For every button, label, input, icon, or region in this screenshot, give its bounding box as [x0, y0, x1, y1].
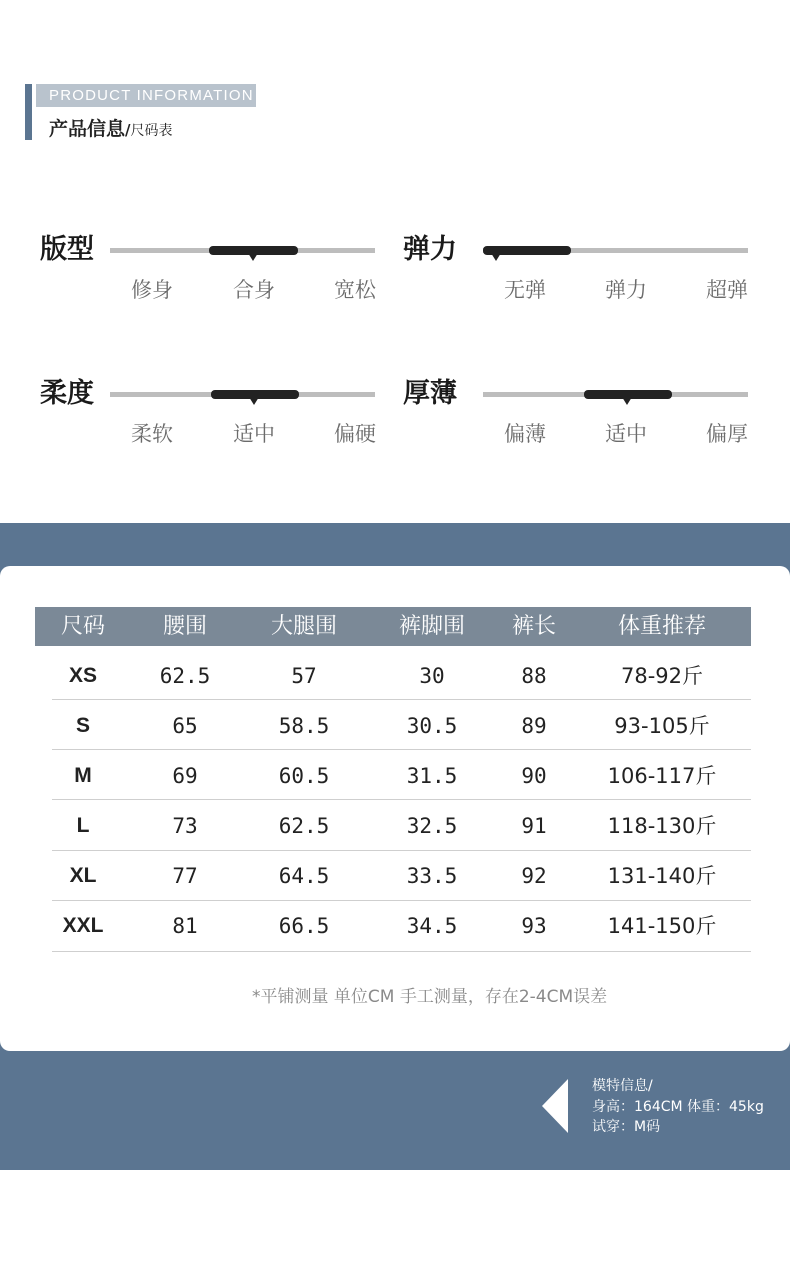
feature-pointer	[248, 253, 258, 261]
header-size: 尺码	[60, 614, 105, 639]
cell-size: L	[76, 814, 90, 837]
feature-option: 合身	[233, 278, 275, 302]
cell-weight: 78-92斤	[620, 664, 704, 688]
cell-thigh: 60.5	[278, 764, 330, 788]
feature-option: 弹力	[605, 278, 647, 302]
cell-hem: 30.5	[406, 714, 458, 738]
feature-label: 弹力	[403, 234, 457, 265]
model-info-fit: 试穿：M码	[592, 1119, 661, 1135]
feature-option: 适中	[233, 422, 275, 446]
cell-length: 90	[521, 764, 547, 788]
feature-label: 厚薄	[403, 378, 457, 409]
cell-length: 91	[521, 814, 547, 838]
cell-waist: 73	[172, 814, 198, 838]
cell-hem: 33.5	[406, 864, 458, 888]
model-info-title: 模特信息/	[592, 1078, 653, 1094]
cell-size: M	[74, 764, 92, 787]
cell-size: XS	[68, 664, 97, 687]
cell-waist: 62.5	[159, 664, 211, 688]
cell-hem: 30	[419, 664, 445, 688]
cell-thigh: 66.5	[278, 914, 330, 938]
cell-weight: 93-105斤	[614, 714, 710, 738]
header-cn-title	[49, 115, 173, 145]
header-waist: 腰围	[162, 614, 207, 639]
cell-length: 88	[521, 664, 547, 688]
feature-option: 偏厚	[706, 422, 748, 446]
header-en-title: PRODUCT INFORMATION	[36, 84, 256, 107]
header-length: 裤长	[511, 614, 556, 639]
cell-length: 93	[521, 914, 547, 938]
feature-pointer	[249, 397, 259, 405]
row-divider	[52, 749, 751, 750]
size-table-header	[35, 607, 751, 646]
cell-thigh: 62.5	[278, 814, 330, 838]
feature-option: 无弹	[504, 278, 546, 302]
cell-waist: 69	[172, 764, 198, 788]
cell-hem: 31.5	[406, 764, 458, 788]
header-accent-bar	[25, 84, 32, 140]
cell-thigh: 64.5	[278, 864, 330, 888]
feature-option: 柔软	[131, 422, 173, 446]
feature-option: 适中	[605, 422, 647, 446]
feature-pointer	[491, 253, 501, 261]
cell-weight: 118-130斤	[607, 814, 717, 838]
feature-pointer	[622, 397, 632, 405]
cell-weight: 106-117斤	[607, 764, 717, 788]
feature-label: 版型	[40, 234, 94, 265]
cell-waist: 81	[172, 914, 198, 938]
cell-hem: 32.5	[406, 814, 458, 838]
header-separator: /	[125, 121, 131, 139]
cell-size: S	[75, 714, 90, 737]
row-divider	[52, 799, 751, 800]
cell-size: XXL	[62, 914, 104, 937]
cell-thigh: 58.5	[278, 714, 330, 738]
cell-size: XL	[69, 864, 97, 887]
left-arrow-icon	[542, 1079, 568, 1133]
cell-hem: 34.5	[406, 914, 458, 938]
feature-option: 宽松	[334, 278, 376, 302]
feature-label: 柔度	[40, 378, 94, 409]
feature-option: 修身	[131, 278, 173, 302]
feature-option: 超弹	[706, 278, 748, 302]
row-divider	[52, 699, 751, 700]
cell-waist: 77	[172, 864, 198, 888]
cell-length: 92	[521, 864, 547, 888]
measurement-note: *平铺测量 单位CM 手工测量，存在2-4CM误差	[252, 987, 608, 1007]
header-weight: 体重推荐	[617, 614, 706, 639]
cell-weight: 131-140斤	[607, 864, 717, 888]
cell-waist: 65	[172, 714, 198, 738]
feature-option: 偏硬	[334, 422, 376, 446]
model-info-body: 身高：164CM 体重：45kg	[592, 1099, 764, 1115]
row-divider	[52, 951, 751, 952]
header-hem: 裤脚围	[398, 614, 465, 639]
feature-option: 偏薄	[504, 422, 546, 446]
cell-length: 89	[521, 714, 547, 738]
header-thigh: 大腿围	[270, 614, 337, 639]
header-cn-main: 产品信息	[49, 118, 126, 140]
header-cn-subtitle: 尺码表	[130, 123, 173, 139]
cell-weight: 141-150斤	[607, 914, 717, 938]
cell-thigh: 57	[291, 664, 317, 688]
